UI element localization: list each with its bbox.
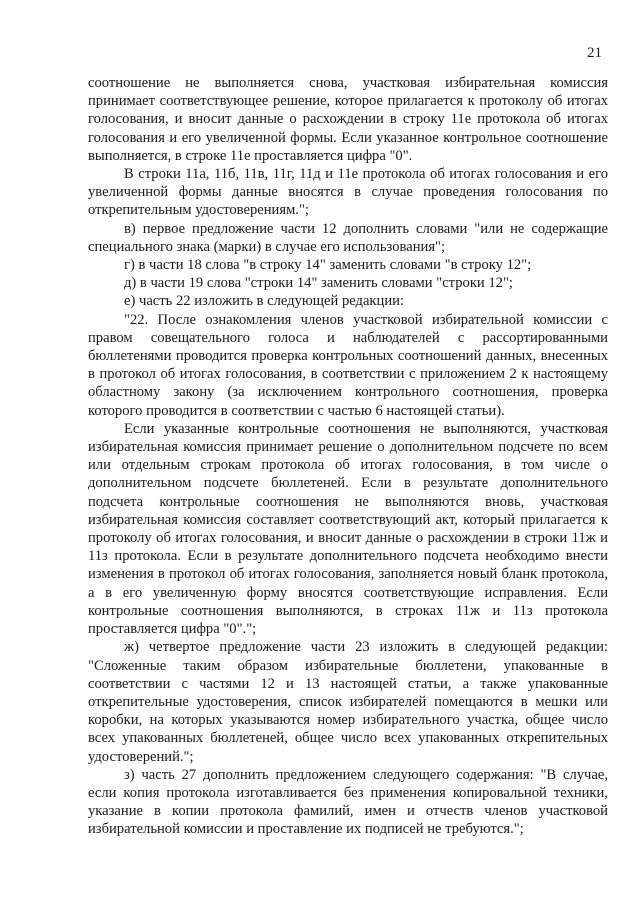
paragraph-3: в) первое предложение части 12 дополнить словами "или не содержащие специального знака (марки) в случае его использования"; bbox=[88, 220, 608, 255]
paragraph-8: Если указанные контрольные соотношения не выполняются, участковая избирательная комиссия принимает решение о дополнительном подсчете по всем или отдельным строкам протокола об итогах голосования, в том числе о дополнительном подсчете бюллетеней. Если в результате дополнительного подсчета контрольные соотношения не выполняются вновь, участковая избирательная комиссия составляет соответствующий акт, который прилагается к протоколу об итогах голосования, и вносит данные о расхождении в строки 11ж и 11з протокола. Если в результате дополнительного подсчета необходимо внести изменения в протокол об итогах голосования, заполняется новый бланк протокола, а в его увеличенную форму вносятся соответствующие исправления. Если контрольные соотношения выполняются, в строках 11ж и 11з протокола проставляется цифра "0"."; bbox=[88, 420, 608, 638]
page-number: 21 bbox=[587, 45, 602, 61]
paragraph-9: ж) четвертое предложение части 23 изложить в следующей редакции: "Сложенные таким образом избирательные бюллетени, упакованные в соответствии с частями 12 и 13 настоящей статьи, а также упакованные открепительные удостоверения, список избирателей помещаются в мешки или коробки, на которых указываются номер избирательного участка, общее число всех упакованных бюллетеней, общее число всех упакованных открепительных удостоверений."; bbox=[88, 639, 608, 765]
paragraph-7: "22. После ознакомления членов участковой избирательной комиссии с правом совещательного голоса и наблюдателей с рассортированными бюллетенями проводится проверка контрольных соотношений данных, внесенных в протокол об итогах голосования, в соответствии с приложением 2 к настоящему областному закону (за исключением контрольного соотношения, проверка которого проводится в соответствии с частью 6 настоящей статьи). bbox=[88, 311, 608, 419]
document-body bbox=[88, 74, 608, 839]
paragraph-5: д) в части 19 слова "строки 14" заменить словами "строки 12"; bbox=[124, 275, 513, 292]
paragraph-4: г) в части 18 слова "в строку 14" заменить словами "в строку 12"; bbox=[124, 257, 532, 274]
paragraph-6: е) часть 22 изложить в следующей редакции: bbox=[124, 293, 405, 310]
paragraph-1: соотношение не выполняется снова, участковая избирательная комиссия принимает соответствующее решение, которое прилагается к протоколу об итогах голосования, и вносит данные о расхождении в строку 11е протокола об итогах голосования и его увеличенной формы. Если указанное контрольное соотношение выполняется, в строке 11е проставляется цифра "0". bbox=[88, 75, 608, 164]
paragraph-2: В строки 11а, 11б, 11в, 11г, 11д и 11е протокола об итогах голосования и его увеличенной формы данные вносятся в случае проведения голосования по открепительным удостоверениям."; bbox=[88, 166, 608, 219]
paragraph-10: з) часть 27 дополнить предложением следующего содержания: "В случае, если копия протокола изготавливается без применения копировальной техники, указание в копии протокола фамилий, имен и отчеств членов участковой избирательной комиссии и проставление их подписей не требуются."; bbox=[88, 766, 608, 838]
